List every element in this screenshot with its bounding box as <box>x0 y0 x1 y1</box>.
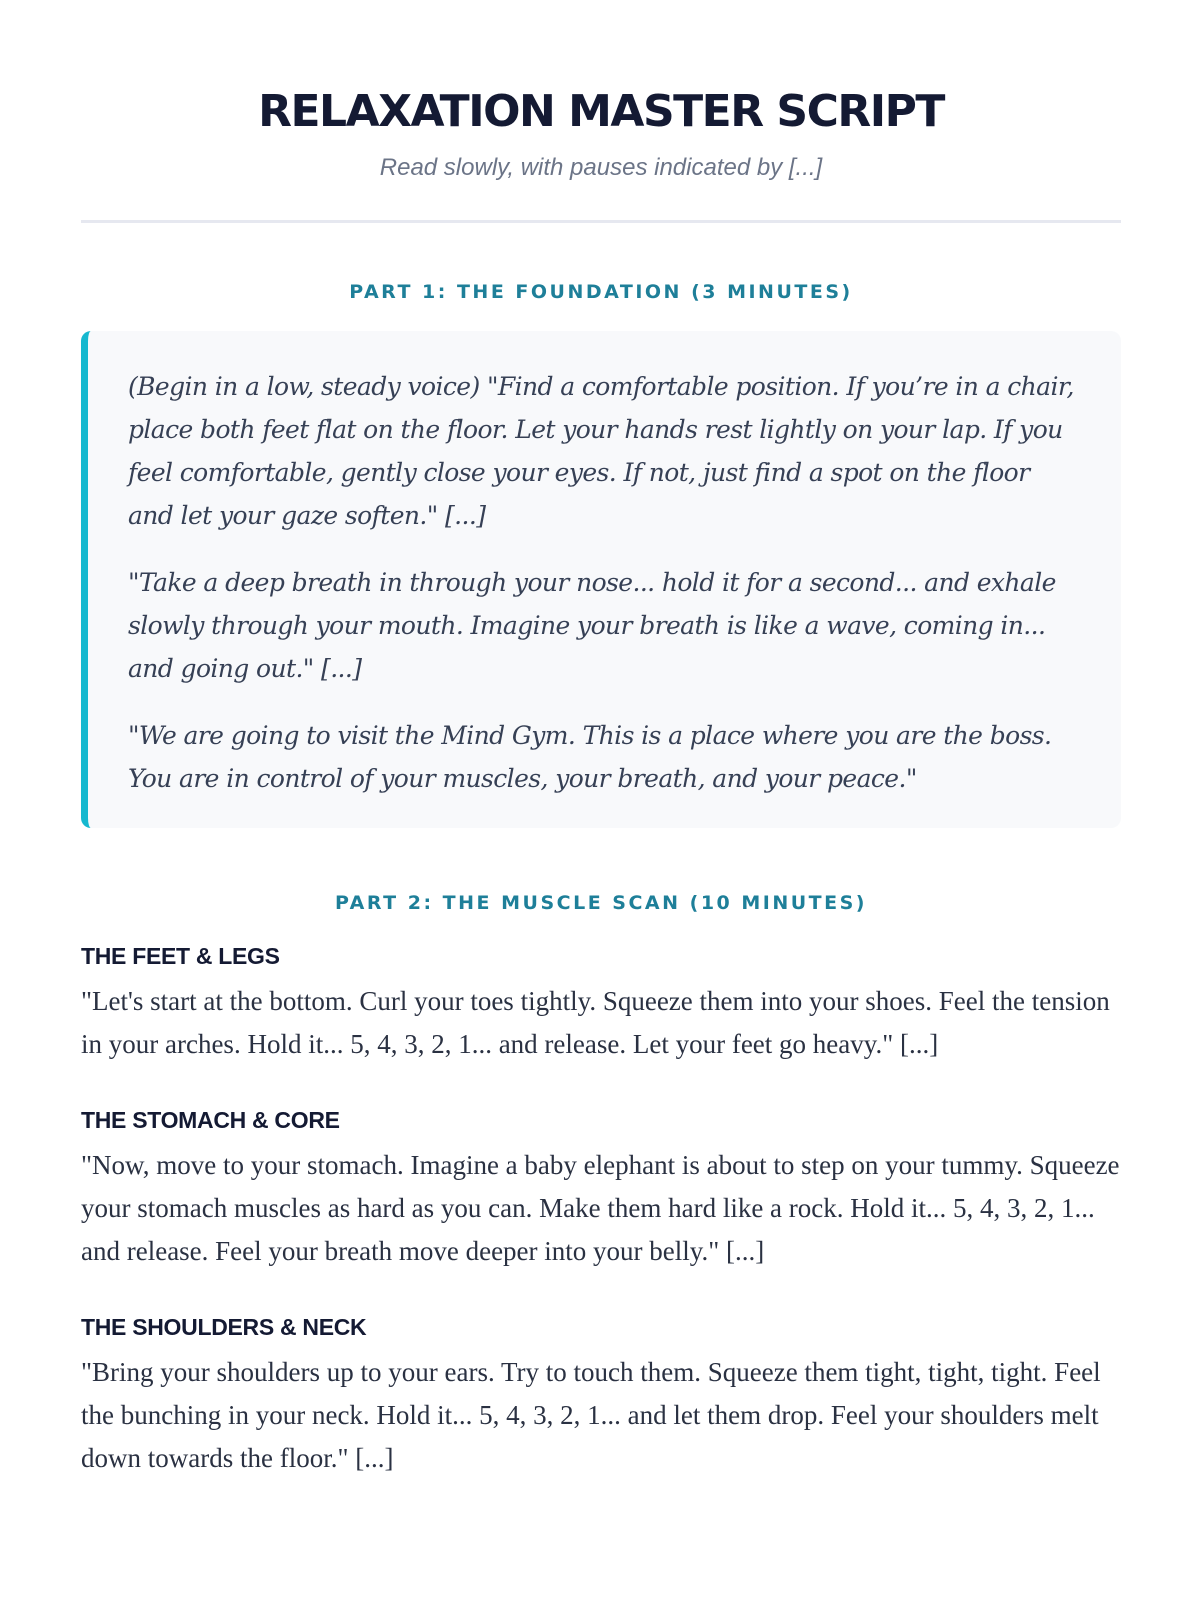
scan-item-shoulders-neck <box>81 1311 1121 1480</box>
part1-paragraph: "We are going to visit the Mind Gym. This is a place where you are the boss. You are in control of your muscles, your breath, and your peace." <box>128 721 1052 793</box>
scan-item-feet-legs <box>81 940 1121 1066</box>
scan-item-text: "Bring your shoulders up to your ears. Try to touch them. Squeeze them tight, tight, tight. Feel the bunching in your neck. Hold it... 5, 4, 3, 2, 1... and let them drop. Feel your shoulders melt down towards the floor." [...] <box>81 1357 1101 1473</box>
scan-item-stomach-core <box>81 1104 1121 1273</box>
header-divider <box>81 220 1121 223</box>
part1-paragraph: "Take a deep breath in through your nose... hold it for a second... and exhale slowly through your mouth. Imagine your breath is like a wave, coming in... and going out." [...] <box>128 568 1056 683</box>
scan-item-text: "Now, move to your stomach. Imagine a baby elephant is about to step on your tummy. Squeeze your stomach muscles as hard as you can. Make them hard like a rock. Hold it... 5, 4, 3, 2, 1... and release. Feel your breath move deeper into your belly." [...] <box>81 1150 1120 1266</box>
scan-item-title: THE SHOULDERS & NECK <box>81 1314 367 1340</box>
scan-item-text: "Let's start at the bottom. Curl your toes tightly. Squeeze them into your shoes. Feel the tension in your arches. Hold it... 5, 4, 3, 2, 1... and release. Let your feet go heavy." [...] <box>81 986 1110 1059</box>
page-subtitle: Read slowly, with pauses indicated by [...] <box>379 154 823 181</box>
part1-paragraph: (Begin in a low, steady voice) "Find a comfortable position. If you’re in a chair, place both feet flat on the floor. Let your hands rest lightly on your lap. If you feel comfortable, gently close your eyes. If not, just find a spot on the floor and let your gaze soften." [...] <box>128 372 1074 530</box>
part2-heading: PART 2: THE MUSCLE SCAN (10 MINUTES) <box>335 892 867 914</box>
scan-item-title: THE FEET & LEGS <box>81 943 280 969</box>
part1-callout <box>81 331 1121 828</box>
scan-item-title: THE STOMACH & CORE <box>81 1107 340 1133</box>
part1-heading: PART 1: THE FOUNDATION (3 MINUTES) <box>349 281 853 303</box>
script-document <box>81 0 1121 1480</box>
page-title: RELAXATION MASTER SCRIPT <box>258 86 944 137</box>
